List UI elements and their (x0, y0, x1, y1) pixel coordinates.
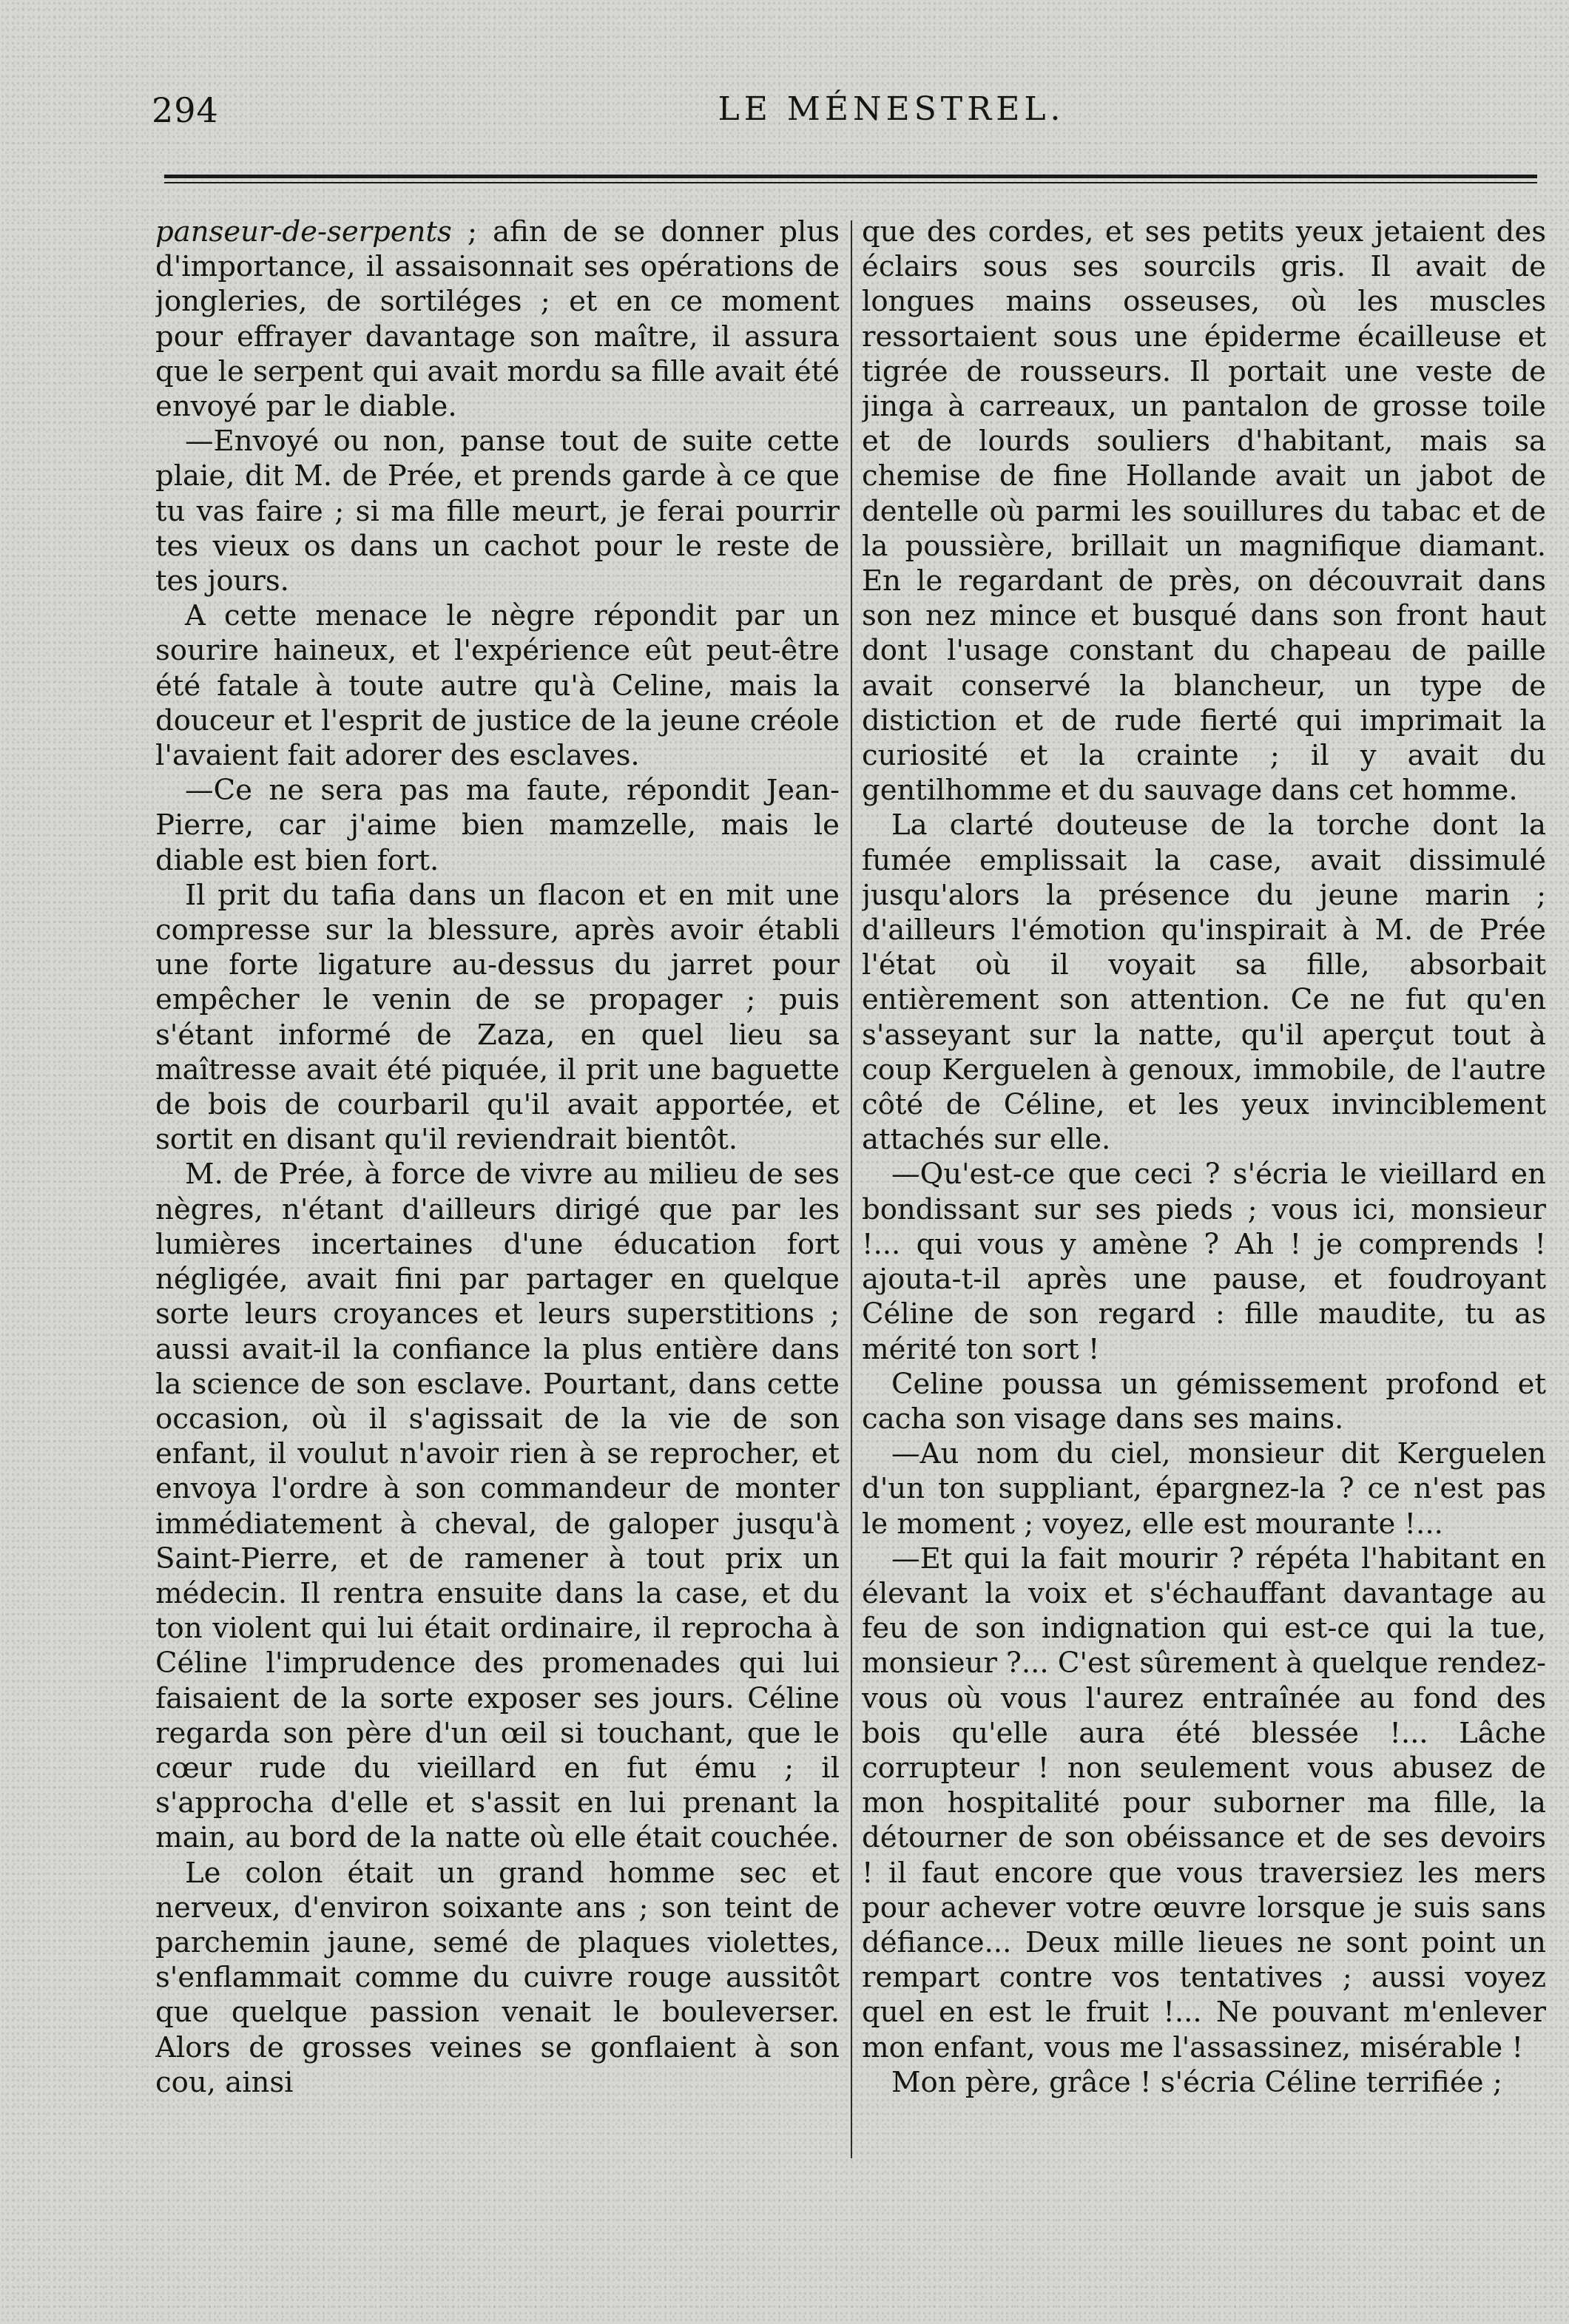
paragraph: —Ce ne sera pas ma faute, répondit Jean-Pierre, car j'aime bien mamzelle, mais le diable est bien fort. (155, 774, 840, 877)
left-column (155, 215, 840, 2204)
page-header (152, 90, 1528, 142)
paragraph (155, 215, 840, 424)
paragraph: —Et qui la fait mourir ? répéta l'habitant en élevant la voix et s'échauffant davantage au feu de son indignation qui est-ce qui la tue, monsieur ?... C'est sûrement à quelque rendez-vous où vous l'aurez entraînée au fond des bois qu'elle aura été blessée !... Lâche corrupteur ! non seulement vous abusez de mon hospitalité pour suborner ma fille, la détourner de son obéissance et de ses devoirs ! il faut encore que vous traversiez les mers pour achever votre œuvre lorsque je suis sans défiance... Deux mille lieues ne sont point un rempart contre vos tentatives ; aussi voyez quel en est le fruit !... Ne pouvant m'enlever mon enfant, vous me l'assassinez, misérable ! (862, 1541, 1546, 2064)
paragraph: Mon père, grâce ! s'écria Céline terrifiée ; (891, 2065, 1502, 2099)
right-column (862, 215, 1546, 2204)
header-rule (164, 175, 1537, 178)
page-number: 294 (152, 90, 219, 130)
paragraph: —Qu'est-ce que ceci ? s'écria le vieillard en bondissant sur ses pieds ; vous ici, monsieur !... qui vous y amène ? Ah ! je comprends ! ajouta-t-il après une pause, et foudroyant Céline de son regard : fille maudite, tu as mérité ton sort ! (862, 1158, 1546, 1366)
paragraph: Le colon était un grand homme sec et nerveux, d'environ soixante ans ; son teint de parchemin jaune, semé de plaques violettes, s'enflammait comme du cuivre rouge aussitôt que quelque passion venait le bouleverser. Alors de grosses veines se gonflaient à son cou, ainsi (155, 1856, 840, 2099)
italic-phrase: panseur-de-serpents (155, 215, 452, 249)
paragraph: Il prit du tafia dans un flacon et en mit une compresse sur la blessure, après avoir établi une forte ligature au-dessus du jarret pour empêcher le venin de se propager ; puis s'étant informé de Zaza, en quel lieu sa maîtresse avait été piquée, il prit une baguette de bois de courbaril qu'il avait apportée, et sortit en disant qu'il reviendrait bientôt. (155, 878, 840, 1157)
paragraph: Celine poussa un gémissement profond et cacha son visage dans ses mains. (862, 1367, 1546, 1436)
paragraph: La clarté douteuse de la torche dont la fumée emplissait la case, avait dissimulé jusqu'alors la présence du jeune marin ; d'ailleurs l'émotion qu'inspirait à M. de Prée l'état où il voyait sa fille, absorbait entièrement son attention. Ce ne fut qu'en s'asseyant sur la natte, qu'il aperçut tout à coup Kerguelen à genoux, immobile, de l'autre côté de Céline, et les yeux invinciblement attachés sur elle. (862, 808, 1546, 1157)
paragraph: M. de Prée, à force de vivre au milieu de ses nègres, n'étant d'ailleurs dirigé que par les lumières incertaines d'une éducation fort négligée, avait fini par partager en quelque sorte leurs croyances et leurs superstitions ; aussi avait-il la confiance la plus entière dans la science de son esclave. Pourtant, dans cette occasion, où il s'agissait de la vie de son enfant, il voulut n'avoir rien à se reprocher, et envoya l'ordre à son commandeur de monter immédiatement à cheval, de galoper jusqu'à Saint-Pierre, et de ramener à tout prix un médecin. Il rentra ensuite dans la case, et du ton violent qui lui était ordinaire, il reprocha à Céline l'imprudence des promenades qui lui faisaient de la sorte exposer ses jours. Céline regarda son père d'un œil si touchant, que le cœur rude du vieillard en fut ému ; il s'approcha d'elle et s'assit en lui prenant la main, au bord de la natte où elle était couchée. (155, 1158, 840, 1855)
paragraph: —Envoyé ou non, panse tout de suite cette plaie, dit M. de Prée, et prends garde à ce que tu vas faire ; si ma fille meurt, je ferai pourrir tes vieux os dans un cachot pour le reste de tes jours. (155, 425, 840, 598)
paragraph: A cette menace le nègre répondit par un sourire haineux, et l'expérience eût peut-être été fatale à toute autre qu'à Celine, mais la douceur et l'esprit de justice de la jeune créole l'avaient fait adorer des esclaves. (155, 599, 840, 773)
header-rule-thin (164, 182, 1537, 183)
paragraph: que des cordes, et ses petits yeux jetaient des éclairs sous ses sourcils gris. Il avait de longues mains osseuses, où les muscles ressortaient sous une épiderme écailleuse et tigrée de rousseurs. Il portait une veste de jinga à carreaux, un pantalon de grosse toile et de lourds souliers d'habitant, mais sa chemise de fine Hollande avait un jabot de dentelle où parmi les souillures du tabac et de la poussière, brillait un magnifique diamant. En le regardant de près, on découvrait dans son nez mince et busqué dans son front haut dont l'usage constant du chapeau de paille avait conservé la blancheur, un type de distiction et de rude fierté qui imprimait la curiosité et la crainte ; il y avait du gentilhomme et du sauvage dans cet homme. (862, 215, 1546, 808)
paragraph-text: ; afin de se donner plus d'importance, il assaisonnait ses opérations de jongleries, de sortiléges ; et en ce moment pour effrayer davantage son maître, il assura que le serpent qui avait mordu sa fille avait été envoyé par le diable. (155, 215, 840, 424)
running-title: LE MÉNESTREL. (718, 90, 1065, 128)
column-divider (851, 220, 852, 2158)
paragraph: —Au nom du ciel, monsieur dit Kerguelen d'un ton suppliant, épargnez-la ? ce n'est pas le moment ; voyez, elle est mourante !... (862, 1437, 1546, 1541)
